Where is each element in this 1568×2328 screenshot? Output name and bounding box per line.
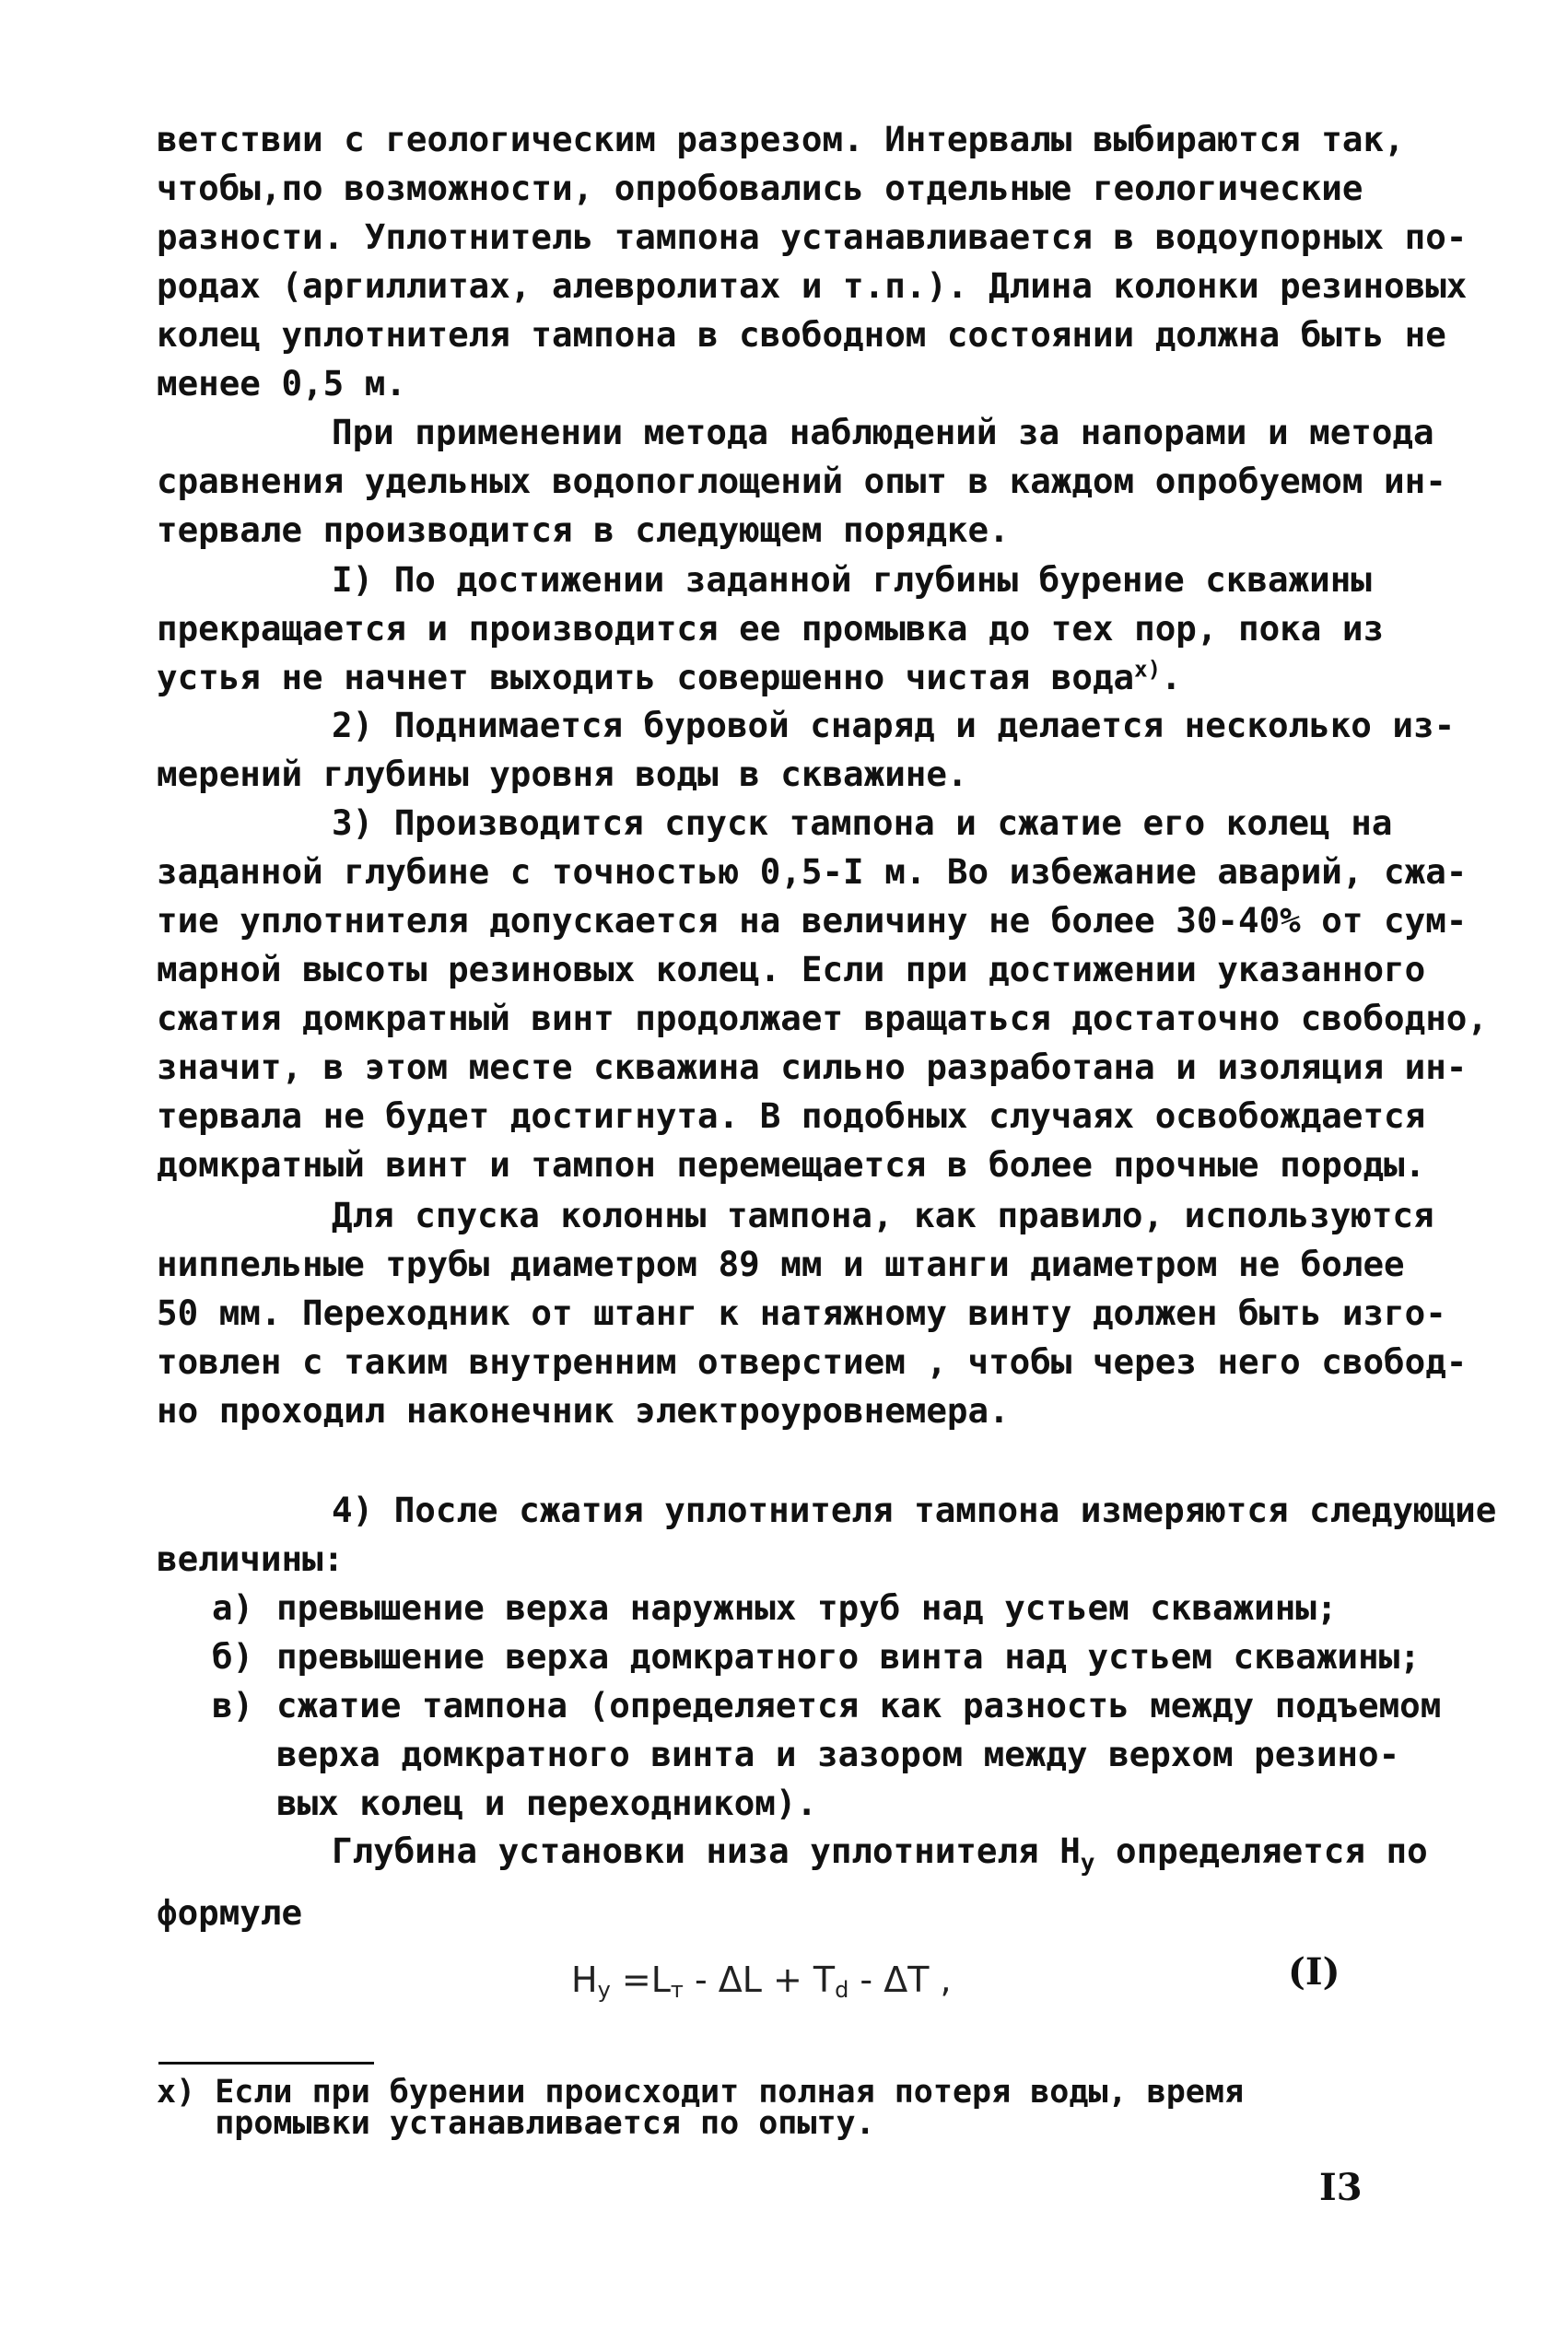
text-line xyxy=(157,653,1446,702)
text-line: сжатие тампона (определяется как разность между подъемом xyxy=(276,1685,1442,1726)
list-item xyxy=(212,1584,1446,1632)
paragraph-step-2 xyxy=(157,701,1456,799)
formula-symbol: =L xyxy=(610,1959,671,2000)
text-line: сравнения удельных водопоглощений опыт в каждом опробуемом ин- xyxy=(157,461,1446,501)
text-fragment: . xyxy=(1161,657,1182,697)
text-line: разности. Уплотнитель тампона устанавливается в водоупорных по- xyxy=(157,216,1468,257)
text-line: ветствии с геологическим разрезом. Интервалы выбираются так, xyxy=(157,119,1405,159)
text-line: верха домкратного винта и зазором между верхом резино- xyxy=(276,1734,1400,1774)
text-line: товлен с таким внутренним отверстием , чтобы через него свобод- xyxy=(157,1341,1468,1382)
text-line xyxy=(157,1827,1446,1889)
text-line: мерений глубины уровня воды в скважине. xyxy=(157,754,968,794)
text-line: величины: xyxy=(157,1538,345,1579)
text-line: 4) После сжатия уплотнителя тампона измеряются следующие xyxy=(332,1490,1497,1530)
measurements-list xyxy=(212,1584,1446,1828)
text-line: чтобы,по возможности, опробовались отдельные геологические xyxy=(157,168,1363,208)
formula-symbol: H xyxy=(571,1959,598,2000)
text-line: При применении метода наблюдений за напорами и метода xyxy=(332,412,1434,452)
formula-symbol: - ΔL + T xyxy=(683,1959,836,2000)
text-line: превышение верха домкратного винта над устьем скважины; xyxy=(276,1636,1421,1677)
list-item xyxy=(212,1632,1446,1681)
paragraph-step-4 xyxy=(157,1486,1497,1584)
paragraph-pipes xyxy=(157,1191,1468,1435)
text-line: превышение верха наружных труб над устьем скважины; xyxy=(276,1587,1338,1628)
paragraph-step-1 xyxy=(157,556,1446,702)
formula-symbol: - ΔT , xyxy=(848,1959,952,2000)
footnote-line: промывки устанавливается по опыту. xyxy=(157,2105,875,2142)
formula-subscript: d xyxy=(835,1977,849,2003)
list-marker: а) xyxy=(212,1587,254,1628)
formula xyxy=(571,1956,952,2015)
subscript: у xyxy=(1080,1849,1095,1878)
footnote xyxy=(157,2074,1446,2142)
text-line: домкратный винт и тампон перемещается в более прочные породы. xyxy=(157,1144,1426,1185)
text-line: марной высоты резиновых колец. Если при достижении указанного xyxy=(157,949,1426,989)
text-line: менее 0,5 м. xyxy=(157,363,406,404)
page-number: I3 xyxy=(1319,2166,1363,2209)
formula-subscript: т xyxy=(670,1977,684,2003)
text-line: тервала не будет достигнута. В подобных случаях освобождается xyxy=(157,1095,1426,1136)
paragraph-method xyxy=(157,408,1446,555)
list-item xyxy=(212,1681,1446,1828)
paragraph-depth xyxy=(157,1827,1446,1937)
text-line: 3) Производится спуск тампона и сжатие его колец на xyxy=(332,802,1393,843)
text-line: но проходил наконечник электроуровнемера. xyxy=(157,1390,1010,1431)
paragraph-step-3 xyxy=(157,799,1488,1189)
text-fragment: устья не начнет выходить совершенно чистая вода xyxy=(157,657,1135,697)
footnote-line: х) Если при бурении происходит полная потеря воды, время xyxy=(157,2074,1245,2111)
text-line: тервале производится в следующем порядке. xyxy=(157,509,1010,550)
text-fragment: определяется по xyxy=(1094,1831,1428,1871)
text-line: Для спуска колонны тампона, как правило, используются xyxy=(332,1195,1434,1235)
list-marker: б) xyxy=(212,1636,254,1677)
text-line: сжатия домкратный винт продолжает вращаться достаточно свободно, xyxy=(157,998,1488,1038)
equation-number: (I) xyxy=(1288,1950,1340,1994)
formula-subscript: у xyxy=(597,1977,611,2003)
text-line: заданной глубине с точностью 0,5-I м. Во избежание аварий, сжа- xyxy=(157,851,1468,892)
footnote-marker: х) xyxy=(1134,656,1162,683)
text-line: формуле xyxy=(157,1891,303,1933)
text-line: прекращается и производится ее промывка до тех пор, пока из xyxy=(157,608,1385,649)
text-line: 2) Поднимается буровой снаряд и делается несколько из- xyxy=(332,705,1456,745)
text-line: колец уплотнителя тампона в свободном состоянии должна быть не xyxy=(157,314,1446,355)
text-line: родах (аргиллитах, алевролитах и т.п.). Длина колонки резиновых xyxy=(157,265,1468,306)
text-fragment: Глубина установки низа уплотнителя Н xyxy=(332,1831,1081,1871)
text-line: значит, в этом месте скважина сильно разработана и изоляция ин- xyxy=(157,1047,1468,1087)
text-line: 50 мм. Переходник от штанг к натяжному винту должен быть изго- xyxy=(157,1293,1446,1333)
footnote-divider xyxy=(158,2062,374,2065)
paragraph-intervals xyxy=(157,115,1468,408)
text-line: тие уплотнителя допускается на величину не более 30-40% от сум- xyxy=(157,900,1468,941)
text-line: вых колец и переходником). xyxy=(276,1783,817,1823)
text-line: I) По достижении заданной глубины бурение скважины xyxy=(332,559,1372,600)
text-line: ниппельные трубы диаметром 89 мм и штанги диаметром не более xyxy=(157,1244,1405,1284)
list-marker: в) xyxy=(212,1685,254,1726)
